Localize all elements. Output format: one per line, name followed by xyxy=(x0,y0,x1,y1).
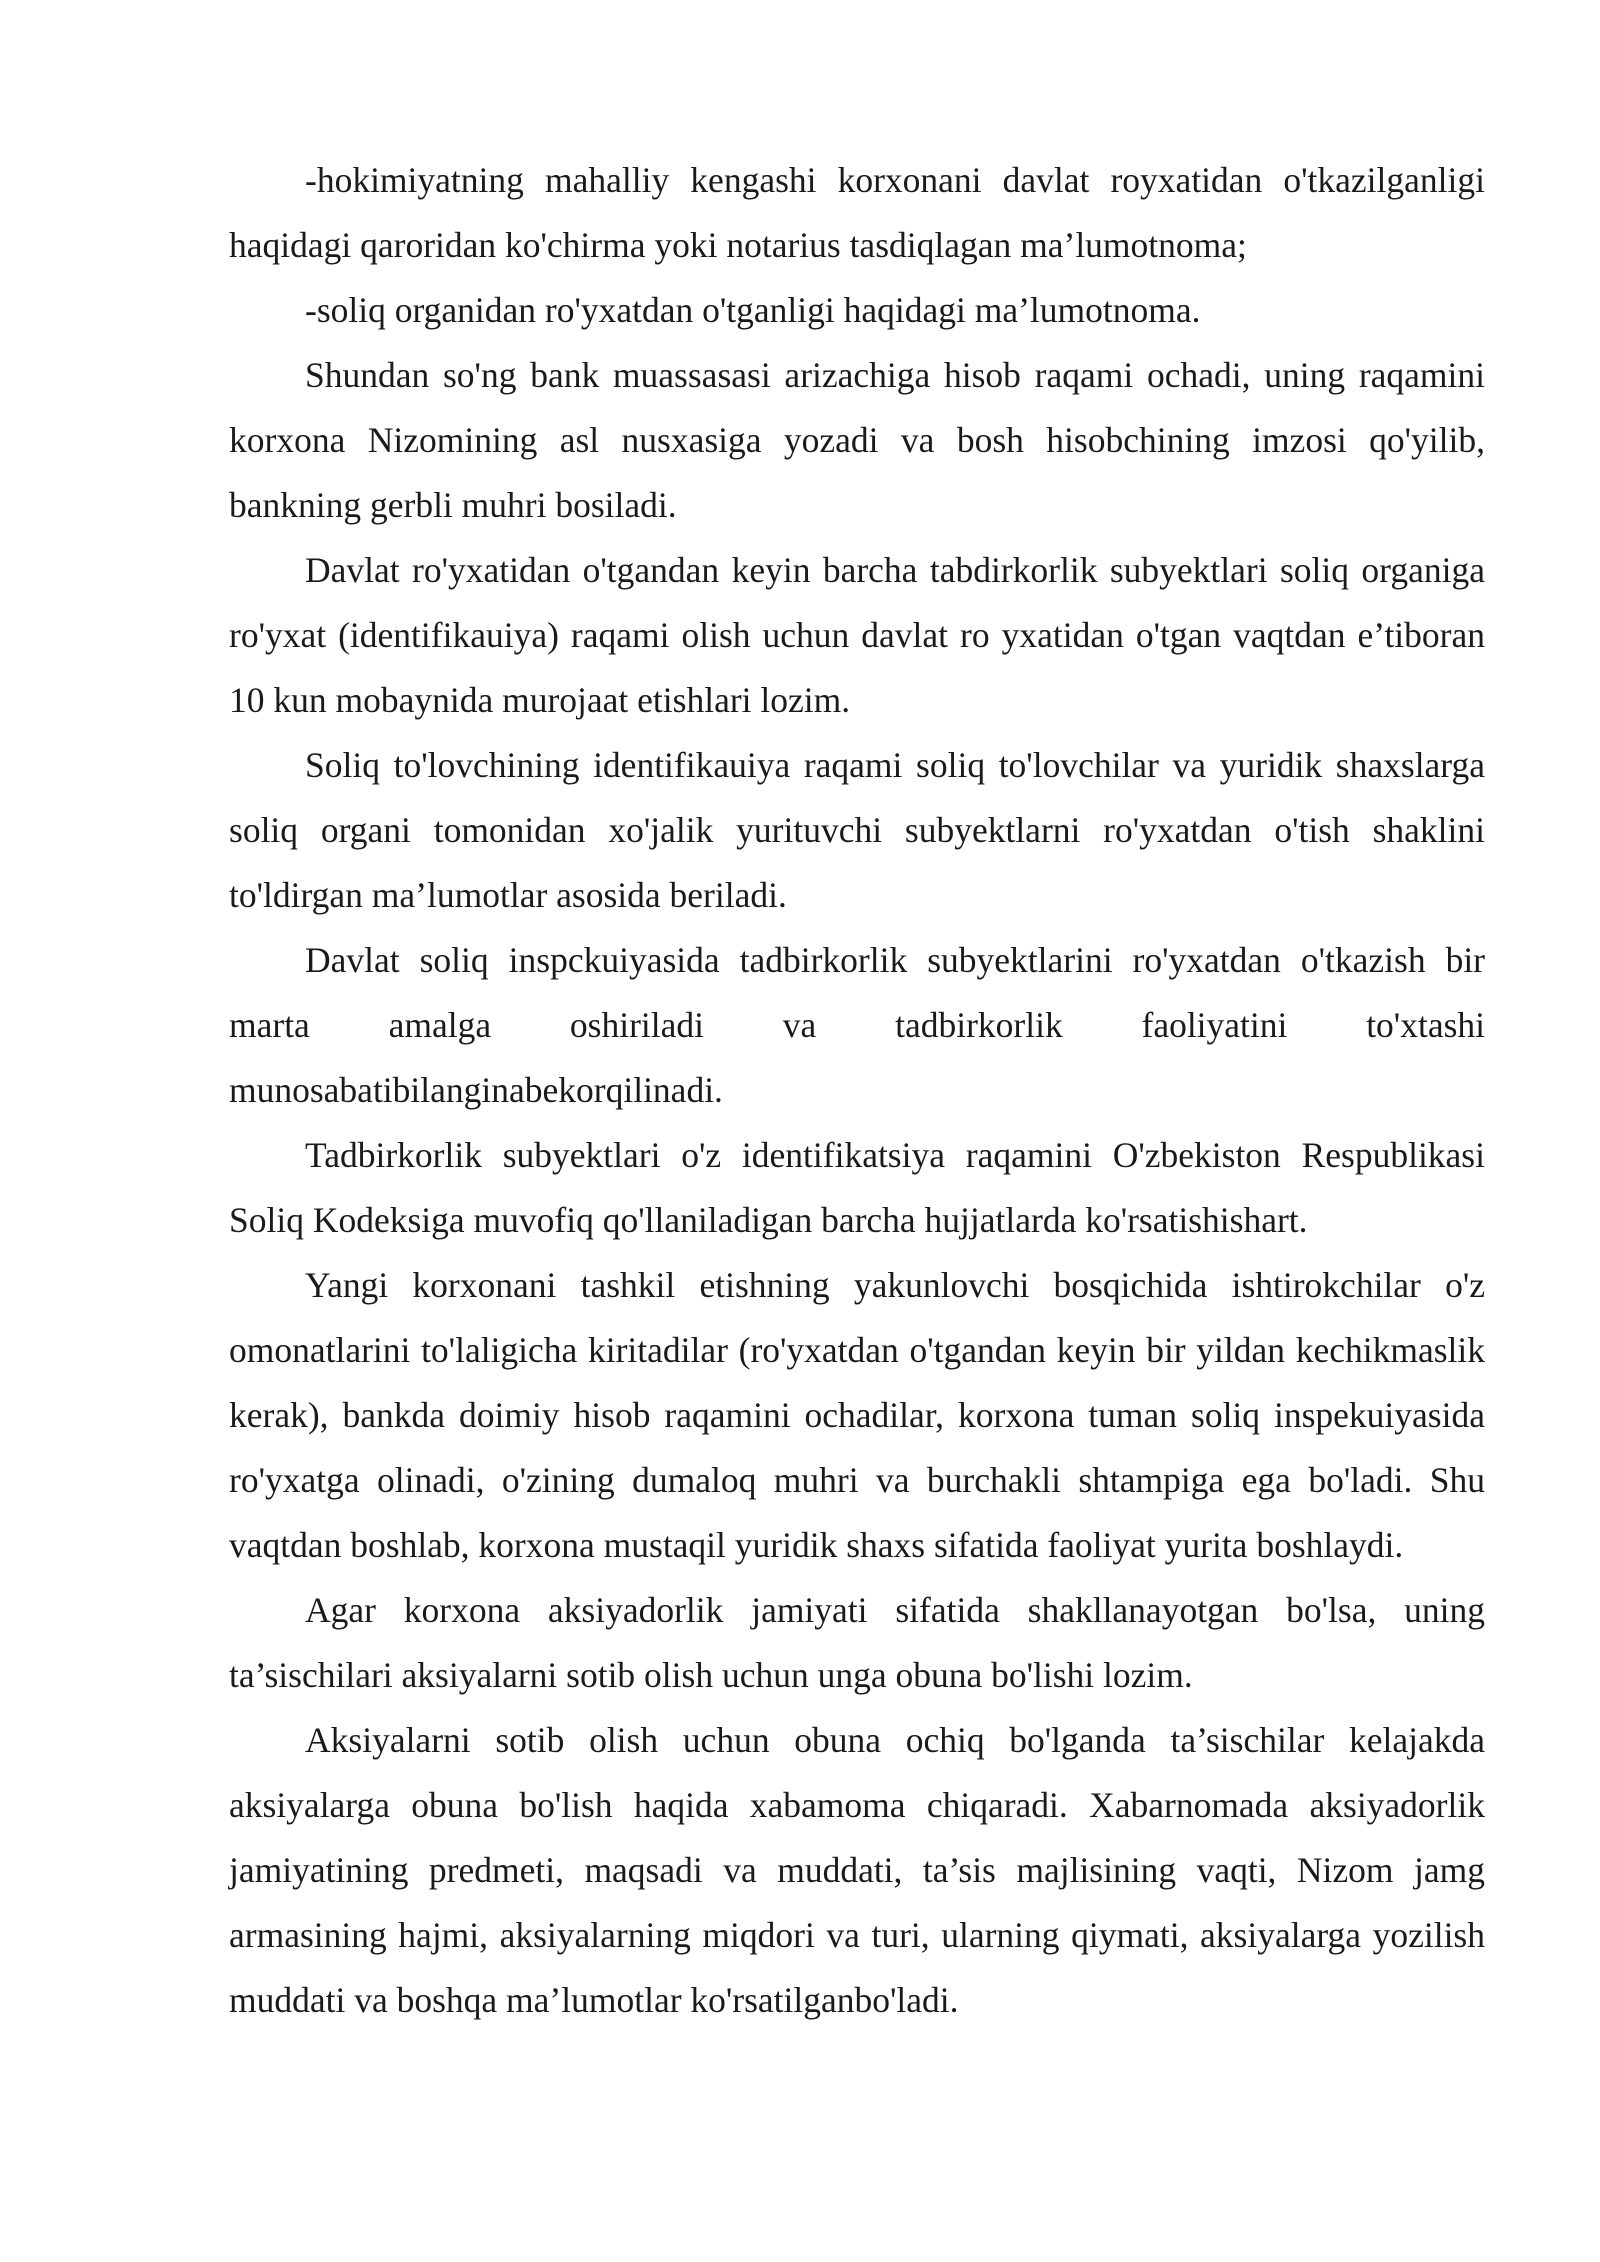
paragraph-9: Agar korxona aksiyadorlik jamiyati sifatida shakllanayotgan bo'lsa, uning ta’sischilari aksiyalarni sotib olish uchun unga obuna bo'lishi lozim. xyxy=(229,1590,1485,1695)
paragraph-1: -hokimiyatning mahalliy kengashi korxonani davlat royxatidan o'tkazilganligi haqidagi qaroridan ko'chirma yoki notarius tasdiqlagan ma’lumotnoma; xyxy=(229,160,1485,265)
paragraph-4: Davlat ro'yxatidan o'tgandan keyin barcha tabdirkorlik subyektlari soliq organiga ro'yxat (identifikauiya) raqami olish uchun davlat ro yxatidan o'tgan vaqtdan e’tiboran 10 kun mobaynida murojaat etishlari lozim. xyxy=(229,550,1485,720)
paragraph-8: Yangi korxonani tashkil etishning yakunlovchi bosqichida ishtirokchilar o'z omonatlarini to'laligicha kiritadilar (ro'yxatdan o'tgandan keyin bir yildan kechikmaslik kerak), bankda doimiy hisob raqamini ochadilar, korxona tuman soliq inspekuiyasida ro'yxatga olinadi, o'zining dumaloq muhri va burchakli shtampiga ega bo'ladi. Shu vaqtdan boshlab, korxona mustaqil yuridik shaxs sifatida faoliyat yurita boshlaydi. xyxy=(229,1265,1485,1565)
document-body xyxy=(229,148,1485,2033)
paragraph-5: Soliq to'lovchining identifikauiya raqami soliq to'lovchilar va yuridik shaxslarga soliq organi tomonidan xo'jalik yurituvchi subyektlarni ro'yxatdan o'tish shaklini to'ldirgan ma’lumotlar asosida beriladi. xyxy=(229,745,1485,915)
paragraph-6: Davlat soliq inspckuiyasida tadbirkorlik subyektlarini ro'yxatdan o'tkazish bir marta amalga oshiriladi va tadbirkorlik faoliyatini to'xtashi munosabatibilanginabekorqilinadi. xyxy=(229,940,1485,1110)
paragraph-7: Tadbirkorlik subyektlari o'z identifikatsiya raqamini O'zbekiston Respublikasi Soliq Kodeksiga muvofiq qo'llaniladigan barcha hujjatlarda ko'rsatishishart. xyxy=(229,1135,1485,1240)
paragraph-10: Aksiyalarni sotib olish uchun obuna ochiq bo'lganda ta’sischilar kelajakda aksiyalarga obuna bo'lish haqida xabamoma chiqaradi. Xabarnomada aksiyadorlik jamiyatining predmeti, maqsadi va muddati, ta’sis majlisining vaqti, Nizom jamg armasining hajmi, aksiyalarning miqdori va turi, ularning qiymati, aksiyalarga yozilish muddati va boshqa ma’lumotlar ko'rsatilganbo'ladi. xyxy=(229,1720,1485,2020)
paragraph-2: -soliq organidan ro'yxatdan o'tganligi haqidagi ma’lumotnoma. xyxy=(305,290,1201,330)
paragraph-3: Shundan so'ng bank muassasasi arizachiga hisob raqami ochadi, uning raqamini korxona Nizomining asl nusxasiga yozadi va bosh hisobchining imzosi qo'yilib, bankning gerbli muhri bosiladi. xyxy=(229,355,1485,525)
